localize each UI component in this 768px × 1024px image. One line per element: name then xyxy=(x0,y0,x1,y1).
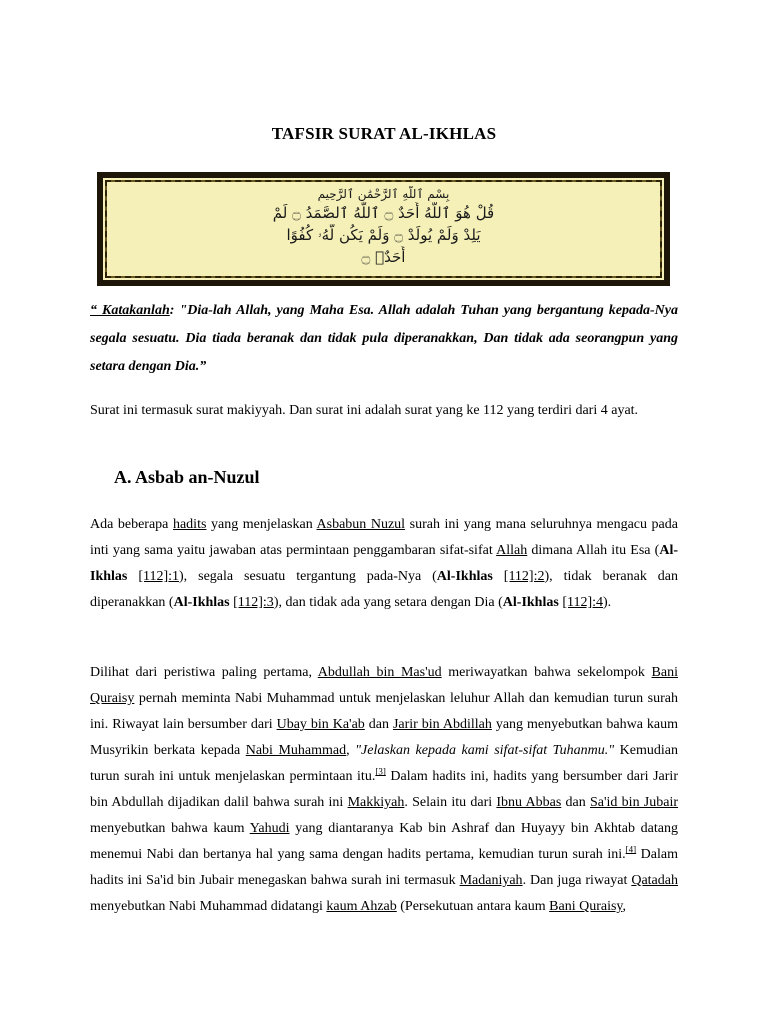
link-said-bin-jubair[interactable]: Sa'id bin Jubair xyxy=(590,795,679,810)
bismillah-line: بِسْمِ ٱللَّهِ ٱلرَّحْمَٰنِ ٱلرَّحِيمِ xyxy=(317,187,450,201)
link-abdullah-bin-masud[interactable]: Abdullah bin Mas'ud xyxy=(317,665,442,680)
link-verse-2[interactable]: [112]:2 xyxy=(503,569,545,584)
link-ibnu-abbas[interactable]: Ibnu Abbas xyxy=(496,795,562,810)
quran-verse-image xyxy=(97,172,670,286)
section-heading: A. Asbab an-Nuzul xyxy=(114,467,260,487)
italic-quote: "Jelaskan kepada kami sifat-sifat Tuhanmu." xyxy=(355,743,615,758)
text: Dalam hadits ini, hadits yang bersumber dari Jarir bin Abdullah dijadikan dalil bahwa surah ini xyxy=(90,769,678,810)
verse-line-3: أَحَدٌۢ ۝ xyxy=(361,248,406,266)
footnote-3[interactable]: [3] xyxy=(375,766,386,777)
text: Dilihat dari peristiwa paling pertama, xyxy=(90,665,318,680)
link-kaum-ahzab[interactable]: kaum Ahzab xyxy=(326,899,397,914)
text: yang diantaranya Kab bin Ashraf dan Huyayy bin Akhtab datang menemui Nabi dan bertanya hal yang sama dengan hadits pertama, kemudian turun surah ini. xyxy=(90,821,678,862)
text: surah ini yang mana seluruhnya mengacu pada inti yang sama yaitu jawaban atas permintaan penggambaran sifat-sifat xyxy=(90,517,678,558)
quote-text: : "Dia-lah Allah, yang Maha Esa. Allah adalah Tuhan yang bergantung kepada-Nya segala sesuatu. Dia tiada beranak dan tidak pula diperanakkan, Dan tidak ada seorangpun yang setara dengan Dia.” xyxy=(90,303,678,374)
text: ). xyxy=(603,595,612,610)
link-bani-quraisy[interactable]: Bani Quraisy xyxy=(549,899,623,914)
text: meriwayatkan bahwa sekelompok xyxy=(441,665,652,680)
text: , xyxy=(346,743,356,758)
page-title: TAFSIR SURAT AL-IKHLAS xyxy=(271,124,497,143)
text: menyebutkan bahwa kaum xyxy=(90,821,250,836)
text: . Dan juga riwayat xyxy=(522,873,632,888)
intro-paragraph: Surat ini termasuk surat makiyyah. Dan surat ini adalah surat yang ke 112 yang terdiri dari 4 ayat. xyxy=(90,403,639,418)
text xyxy=(127,569,138,584)
link-verse-3[interactable]: [112]:3 xyxy=(233,595,274,610)
text: yang menjelaskan xyxy=(206,517,317,532)
text: ), tidak beranak dan diperanakkan ( xyxy=(90,569,678,610)
text: ), dan tidak ada yang setara dengan Dia ( xyxy=(273,595,503,610)
text: dan xyxy=(561,795,591,810)
bold-surah-name: Al-Ikhlas xyxy=(502,595,559,610)
arabic-text xyxy=(115,186,652,272)
link-madaniyah[interactable]: Madaniyah xyxy=(459,873,523,888)
text: dan xyxy=(364,717,393,732)
link-ubay-bin-kaab[interactable]: Ubay bin Ka'ab xyxy=(276,717,365,732)
text: dimana Allah itu Esa ( xyxy=(527,543,660,558)
paragraph-asbab xyxy=(90,512,678,616)
bold-surah-name: Al-Ikhlas xyxy=(173,595,230,610)
link-qatadah[interactable]: Qatadah xyxy=(631,873,678,888)
link-asbabun-nuzul[interactable]: Asbabun Nuzul xyxy=(316,517,406,532)
bold-surah-name: Al-Ikhlas xyxy=(436,569,493,584)
link-makkiyah[interactable]: Makkiyah xyxy=(347,795,405,810)
verse-line-1: قُلْ هُوَ ٱللَّهُ أَحَدٌ ۝ ٱللَّهُ ٱلصَّمَدُ ۝ لَمْ xyxy=(272,204,495,222)
link-bani-quraisy[interactable]: Bani Quraisy xyxy=(90,665,678,706)
link-allah[interactable]: Allah xyxy=(496,543,528,558)
link-jarir-bin-abdillah[interactable]: Jarir bin Abdillah xyxy=(392,717,492,732)
text: Ada beberapa xyxy=(90,517,173,532)
text: yang menyebutkan bahwa kaum Musyrikin berkata kepada xyxy=(90,717,678,758)
text: Dalam hadits ini Sa'id bin Jubair menegaskan bahwa surah ini termasuk xyxy=(90,847,678,888)
link-verse-4[interactable]: [112]:4 xyxy=(562,595,604,610)
quote-keyword: “ Katakanlah xyxy=(90,303,170,318)
link-verse-1[interactable]: [112]:1 xyxy=(138,569,180,584)
text: Kemudian turun surah ini untuk menjelaskan permintaan itu. xyxy=(90,743,678,784)
text xyxy=(493,569,504,584)
text: , xyxy=(622,899,627,914)
bold-surah-name: Al-Ikhlas xyxy=(90,543,678,584)
translation-quote xyxy=(90,297,678,381)
text: (Persekutuan antara kaum xyxy=(396,899,550,914)
text: . Selain itu dari xyxy=(404,795,497,810)
text: menyebutkan Nabi Muhammad didatangi xyxy=(90,899,327,914)
paragraph-history xyxy=(90,660,678,920)
verse-line-2: يَلِدْ وَلَمْ يُولَدْ ۝ وَلَمْ يَكُن لَّهُۥ كُفُوًا xyxy=(286,226,481,244)
link-yahudi[interactable]: Yahudi xyxy=(249,821,290,836)
footnote-4[interactable]: [4] xyxy=(625,844,637,855)
text: pernah meminta Nabi Muhammad untuk menjelaskan leluhur Allah dan kemudian turun surah ini. Riwayat lain bersumber dari xyxy=(90,691,678,732)
text: ), segala sesuatu tergantung pada-Nya ( xyxy=(179,569,437,584)
link-nabi-muhammad[interactable]: Nabi Muhammad xyxy=(245,743,347,758)
link-hadits[interactable]: hadits xyxy=(172,517,207,532)
